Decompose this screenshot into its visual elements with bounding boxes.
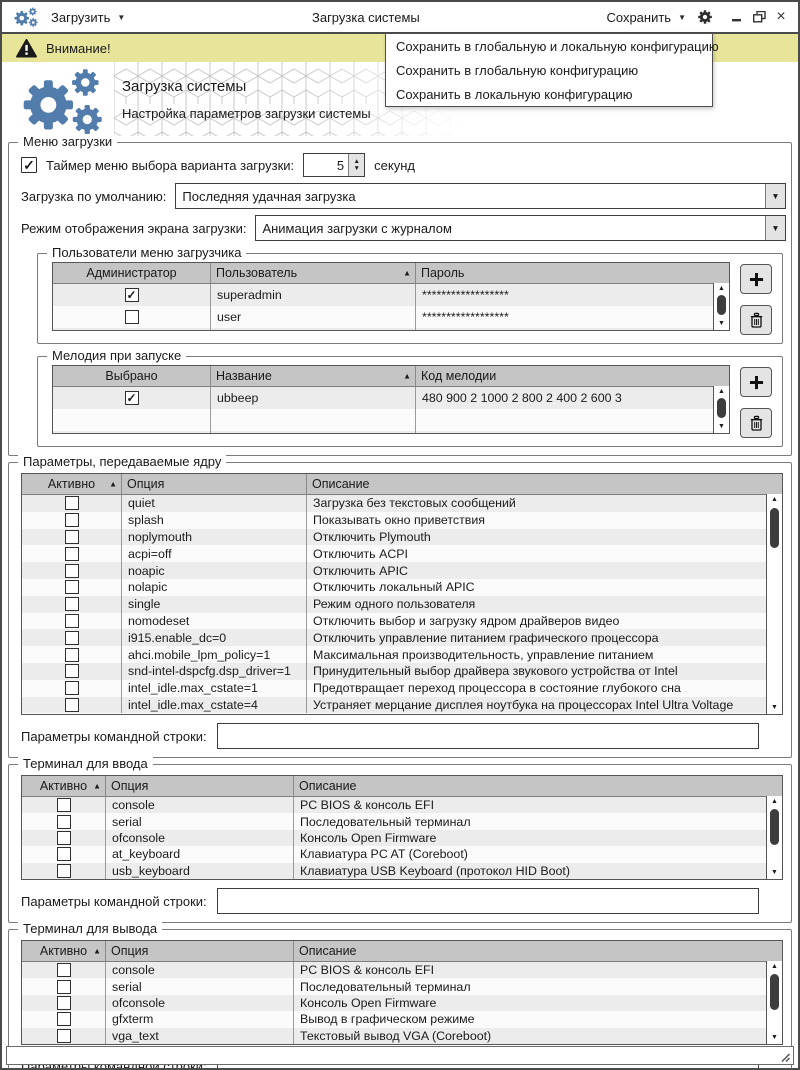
table-row[interactable]: snd-intel-dspcfg.dsp_driver=1 Принудительный выбор драйвера звукового устройства от Intel <box>22 663 782 680</box>
table-row[interactable]: usb_keyboard Клавиатура USB Keyboard (протокол HID Boot) <box>22 863 782 879</box>
toolbar <box>2 2 798 34</box>
row-checkbox[interactable] <box>57 1012 71 1026</box>
sort-asc-icon: ▲ <box>109 479 117 489</box>
table-row[interactable]: i915.enable_dc=0 Отключить управление питанием графического процессора <box>22 629 782 646</box>
row-checkbox[interactable] <box>65 580 79 594</box>
input-terminal-cmdline-label: Параметры командной строки: <box>21 893 207 909</box>
save-menu-item-global-and-local[interactable]: Сохранить в глобальную и локальную конфигурацию <box>396 39 719 54</box>
sort-asc-icon: ▲ <box>93 946 101 956</box>
table-row[interactable]: ✓ ubbeep 480 900 2 1000 2 800 2 400 2 600 3 <box>53 387 729 409</box>
plus-icon <box>749 375 764 390</box>
table-row[interactable]: single Режим одного пользователя <box>22 596 782 613</box>
resize-grip[interactable] <box>777 1049 791 1063</box>
group-boot-menu-legend: Меню загрузки <box>18 134 117 149</box>
column-header[interactable]: Пользователь ▲ <box>211 263 416 283</box>
save-menu-label: Сохранить <box>606 9 672 25</box>
table-row[interactable]: console PC BIOS & консоль EFI <box>22 962 782 978</box>
combo-dropdown-button[interactable] <box>765 216 785 240</box>
boot-screen-mode-label: Режим отображения экрана загрузки: <box>21 220 247 236</box>
save-menu-item-global[interactable]: Сохранить в глобальную конфигурацию <box>396 63 639 78</box>
row-checkbox[interactable] <box>65 564 79 578</box>
combo-dropdown-button[interactable] <box>765 184 785 208</box>
save-dropdown-menu <box>385 33 719 107</box>
scroll-down-icon[interactable]: ▼ <box>771 1034 778 1041</box>
row-checkbox[interactable] <box>57 798 71 812</box>
table-row[interactable]: serial Последовательный терминал <box>22 978 782 994</box>
gear-icon <box>698 7 712 27</box>
load-menu-label: Загрузить <box>51 9 111 25</box>
table-row[interactable]: noapic Отключить APIC <box>22 562 782 579</box>
scrollbar-thumb[interactable] <box>770 974 779 1010</box>
group-input-terminal <box>8 756 792 923</box>
row-checkbox[interactable] <box>125 310 139 324</box>
output-terminal-scrollbar[interactable] <box>766 961 782 1044</box>
scrollbar-thumb[interactable] <box>770 809 779 845</box>
table-row[interactable]: ofconsole Консоль Open Firmware <box>22 995 782 1011</box>
table-row[interactable]: user ****************** <box>53 306 729 328</box>
chevron-down-icon: ▼ <box>117 12 126 22</box>
row-checkbox[interactable] <box>57 831 71 845</box>
melody-table-scrollbar[interactable] <box>713 386 729 433</box>
default-boot-select[interactable] <box>175 183 786 209</box>
default-boot-label: Загрузка по умолчанию: <box>21 188 167 204</box>
table-row[interactable]: ofconsole Консоль Open Firmware <box>22 830 782 846</box>
column-header[interactable]: Активно ▲ <box>22 474 122 494</box>
scroll-down-icon[interactable]: ▼ <box>718 423 725 430</box>
column-header[interactable]: Опция <box>106 776 294 796</box>
boot-screen-mode-select[interactable] <box>255 215 786 241</box>
scroll-up-icon[interactable]: ▲ <box>771 963 778 970</box>
minimize-button[interactable] <box>730 10 744 24</box>
column-header[interactable]: Код мелодии <box>421 369 497 383</box>
app-mini-logo-gears-icon <box>12 6 39 28</box>
row-checkbox[interactable] <box>65 513 79 527</box>
table-row <box>53 431 729 433</box>
column-header[interactable]: Активно ▲ <box>22 776 106 796</box>
table-row[interactable]: intel_idle.max_cstate=4 Устраняет мерцание дисплея ноутбука на процессорах Intel Ultra Voltage <box>22 697 782 714</box>
maximize-button[interactable] <box>752 10 766 24</box>
users-table <box>52 262 730 331</box>
table-row[interactable]: intel_idle.max_cstate=1 Предотвращает переход процессора в состояние глубокого сна <box>22 680 782 697</box>
sort-asc-icon: ▲ <box>403 371 411 381</box>
row-checkbox[interactable]: ✓ <box>126 390 137 405</box>
trash-icon <box>749 312 764 328</box>
table-row[interactable]: serial Последовательный терминал <box>22 813 782 829</box>
scroll-down-icon[interactable]: ▼ <box>718 320 725 327</box>
table-row[interactable]: nolapic Отключить локальный APIC <box>22 579 782 596</box>
scrollbar-thumb[interactable] <box>770 508 779 548</box>
row-checkbox[interactable] <box>65 614 79 628</box>
row-checkbox[interactable] <box>65 597 79 611</box>
table-row[interactable]: ✓ superadmin ****************** <box>53 284 729 306</box>
table-row[interactable]: gfxterm Вывод в графическом режиме <box>22 1011 782 1027</box>
row-checkbox[interactable] <box>65 681 79 695</box>
users-table-scrollbar[interactable] <box>713 283 729 330</box>
row-checkbox[interactable] <box>57 815 71 829</box>
table-row[interactable]: nomodeset Отключить выбор и загрузку ядром драйверов видео <box>22 613 782 630</box>
input-terminal-table <box>21 775 783 880</box>
chevron-down-icon: ▼ <box>771 223 780 233</box>
boot-screen-mode-value: Анимация загрузки с журналом <box>262 220 452 236</box>
settings-button[interactable] <box>698 10 712 24</box>
table-row[interactable]: console PC BIOS & консоль EFI <box>22 797 782 813</box>
column-header[interactable]: Администратор <box>53 263 211 283</box>
column-header[interactable]: Опция <box>106 941 294 961</box>
maximize-icon <box>753 11 766 23</box>
trash-icon <box>749 415 764 431</box>
add-user-button[interactable] <box>740 264 772 294</box>
row-checkbox[interactable] <box>57 847 71 861</box>
group-boot-menu <box>8 134 792 456</box>
row-checkbox[interactable] <box>65 664 79 678</box>
spinner-up-icon[interactable]: ▲ <box>353 158 360 165</box>
status-bar <box>6 1046 794 1065</box>
timer-checkbox[interactable]: ✓ <box>21 157 37 173</box>
chevron-down-icon: ▼ <box>771 191 780 201</box>
save-menu-item-local[interactable]: Сохранить в локальную конфигурацию <box>396 87 633 102</box>
table-row[interactable]: ahci.mobile_lpm_policy=1 Максимальная производительность, управление питанием <box>22 646 782 663</box>
sort-asc-icon: ▲ <box>93 781 101 791</box>
scroll-down-icon[interactable]: ▼ <box>771 869 778 876</box>
row-checkbox[interactable] <box>57 1029 71 1043</box>
kernel-cmdline-input[interactable] <box>217 723 759 749</box>
column-header[interactable]: Выбрано <box>53 366 211 386</box>
scroll-up-icon[interactable]: ▲ <box>771 798 778 805</box>
row-checkbox[interactable] <box>65 496 79 510</box>
table-row[interactable]: noplymouth Отключить Plymouth <box>22 529 782 546</box>
input-terminal-scrollbar[interactable] <box>766 796 782 879</box>
sort-asc-icon: ▲ <box>403 268 411 278</box>
page-subtitle: Настройка параметров загрузки системы <box>122 106 371 121</box>
close-button[interactable] <box>774 10 788 24</box>
row-checkbox[interactable]: ✓ <box>126 287 137 302</box>
group-startup-melody <box>37 348 783 447</box>
column-header[interactable]: Название ▲ <box>211 366 416 386</box>
scrollbar-thumb[interactable] <box>717 295 726 315</box>
group-startup-melody-legend: Мелодия при запуске <box>47 348 186 363</box>
plus-icon <box>749 272 764 287</box>
row-checkbox[interactable] <box>57 996 71 1010</box>
default-boot-value: Последняя удачная загрузка <box>182 188 356 204</box>
row-checkbox[interactable] <box>57 980 71 994</box>
chevron-down-icon: ▼ <box>678 12 686 22</box>
warning-text: Внимание! <box>46 40 111 56</box>
app-logo-gears-icon <box>14 66 108 136</box>
scroll-up-icon[interactable]: ▲ <box>718 388 725 395</box>
table-row[interactable]: vga_text Текстовый вывод VGA (Coreboot) <box>22 1028 782 1044</box>
timer-value-spinner[interactable] <box>303 153 365 177</box>
row-checkbox[interactable] <box>57 963 71 977</box>
row-checkbox[interactable] <box>57 864 71 878</box>
row-checkbox[interactable] <box>65 698 79 712</box>
timer-label: Таймер меню выбора варианта загрузки: <box>46 157 295 173</box>
table-row[interactable]: at_keyboard Клавиатура PC AT (Coreboot) <box>22 846 782 862</box>
table-row <box>53 409 729 431</box>
group-bootloader-users <box>37 245 783 344</box>
column-header[interactable]: Описание <box>299 779 357 793</box>
window-title: Загрузка системы <box>311 9 420 25</box>
kernel-params-table <box>21 473 783 715</box>
group-input-terminal-legend: Терминал для ввода <box>18 756 153 771</box>
column-header[interactable]: Описание <box>312 477 370 491</box>
group-output-terminal-legend: Терминал для вывода <box>18 921 162 936</box>
table-row[interactable]: quiet Загрузка без текстовых сообщений <box>22 495 782 512</box>
column-header[interactable]: Активно ▲ <box>22 941 106 961</box>
scroll-down-icon[interactable]: ▼ <box>771 704 778 711</box>
close-icon: × <box>776 8 786 25</box>
scrollbar-thumb[interactable] <box>717 398 726 418</box>
table-row <box>53 328 729 330</box>
load-menu-button[interactable] <box>51 10 125 25</box>
output-terminal-table <box>21 940 783 1045</box>
page-title: Загрузка системы <box>122 78 247 95</box>
column-header[interactable]: Пароль <box>421 266 465 280</box>
row-checkbox[interactable] <box>65 547 79 561</box>
table-row[interactable]: acpi=off Отключить ACPI <box>22 545 782 562</box>
row-checkbox[interactable] <box>65 648 79 662</box>
input-terminal-cmdline-input[interactable] <box>217 888 759 914</box>
row-checkbox[interactable] <box>65 631 79 645</box>
minimize-icon <box>732 11 742 23</box>
scroll-up-icon[interactable]: ▲ <box>771 496 778 503</box>
delete-user-button[interactable] <box>740 305 772 335</box>
delete-melody-button[interactable] <box>740 408 772 438</box>
kernel-table-scrollbar[interactable] <box>766 494 782 714</box>
main-content <box>2 134 798 1070</box>
timer-unit-label: секунд <box>374 157 415 173</box>
melody-table <box>52 365 730 434</box>
group-kernel-params-legend: Параметры, передаваемые ядру <box>18 454 226 469</box>
group-bootloader-users-legend: Пользователи меню загрузчика <box>47 245 246 260</box>
scroll-up-icon[interactable]: ▲ <box>718 285 725 292</box>
timer-value: 5 <box>336 158 345 173</box>
spinner-down-icon[interactable]: ▼ <box>353 165 360 172</box>
warning-triangle-icon <box>16 39 37 58</box>
group-kernel-params <box>8 454 792 758</box>
column-header[interactable]: Опция <box>122 474 307 494</box>
row-checkbox[interactable] <box>65 530 79 544</box>
kernel-cmdline-label: Параметры командной строки: <box>21 728 207 744</box>
save-menu-button[interactable] <box>606 10 686 25</box>
add-melody-button[interactable] <box>740 367 772 397</box>
table-row[interactable]: splash Показывать окно приветствия <box>22 512 782 529</box>
column-header[interactable]: Описание <box>299 944 357 958</box>
